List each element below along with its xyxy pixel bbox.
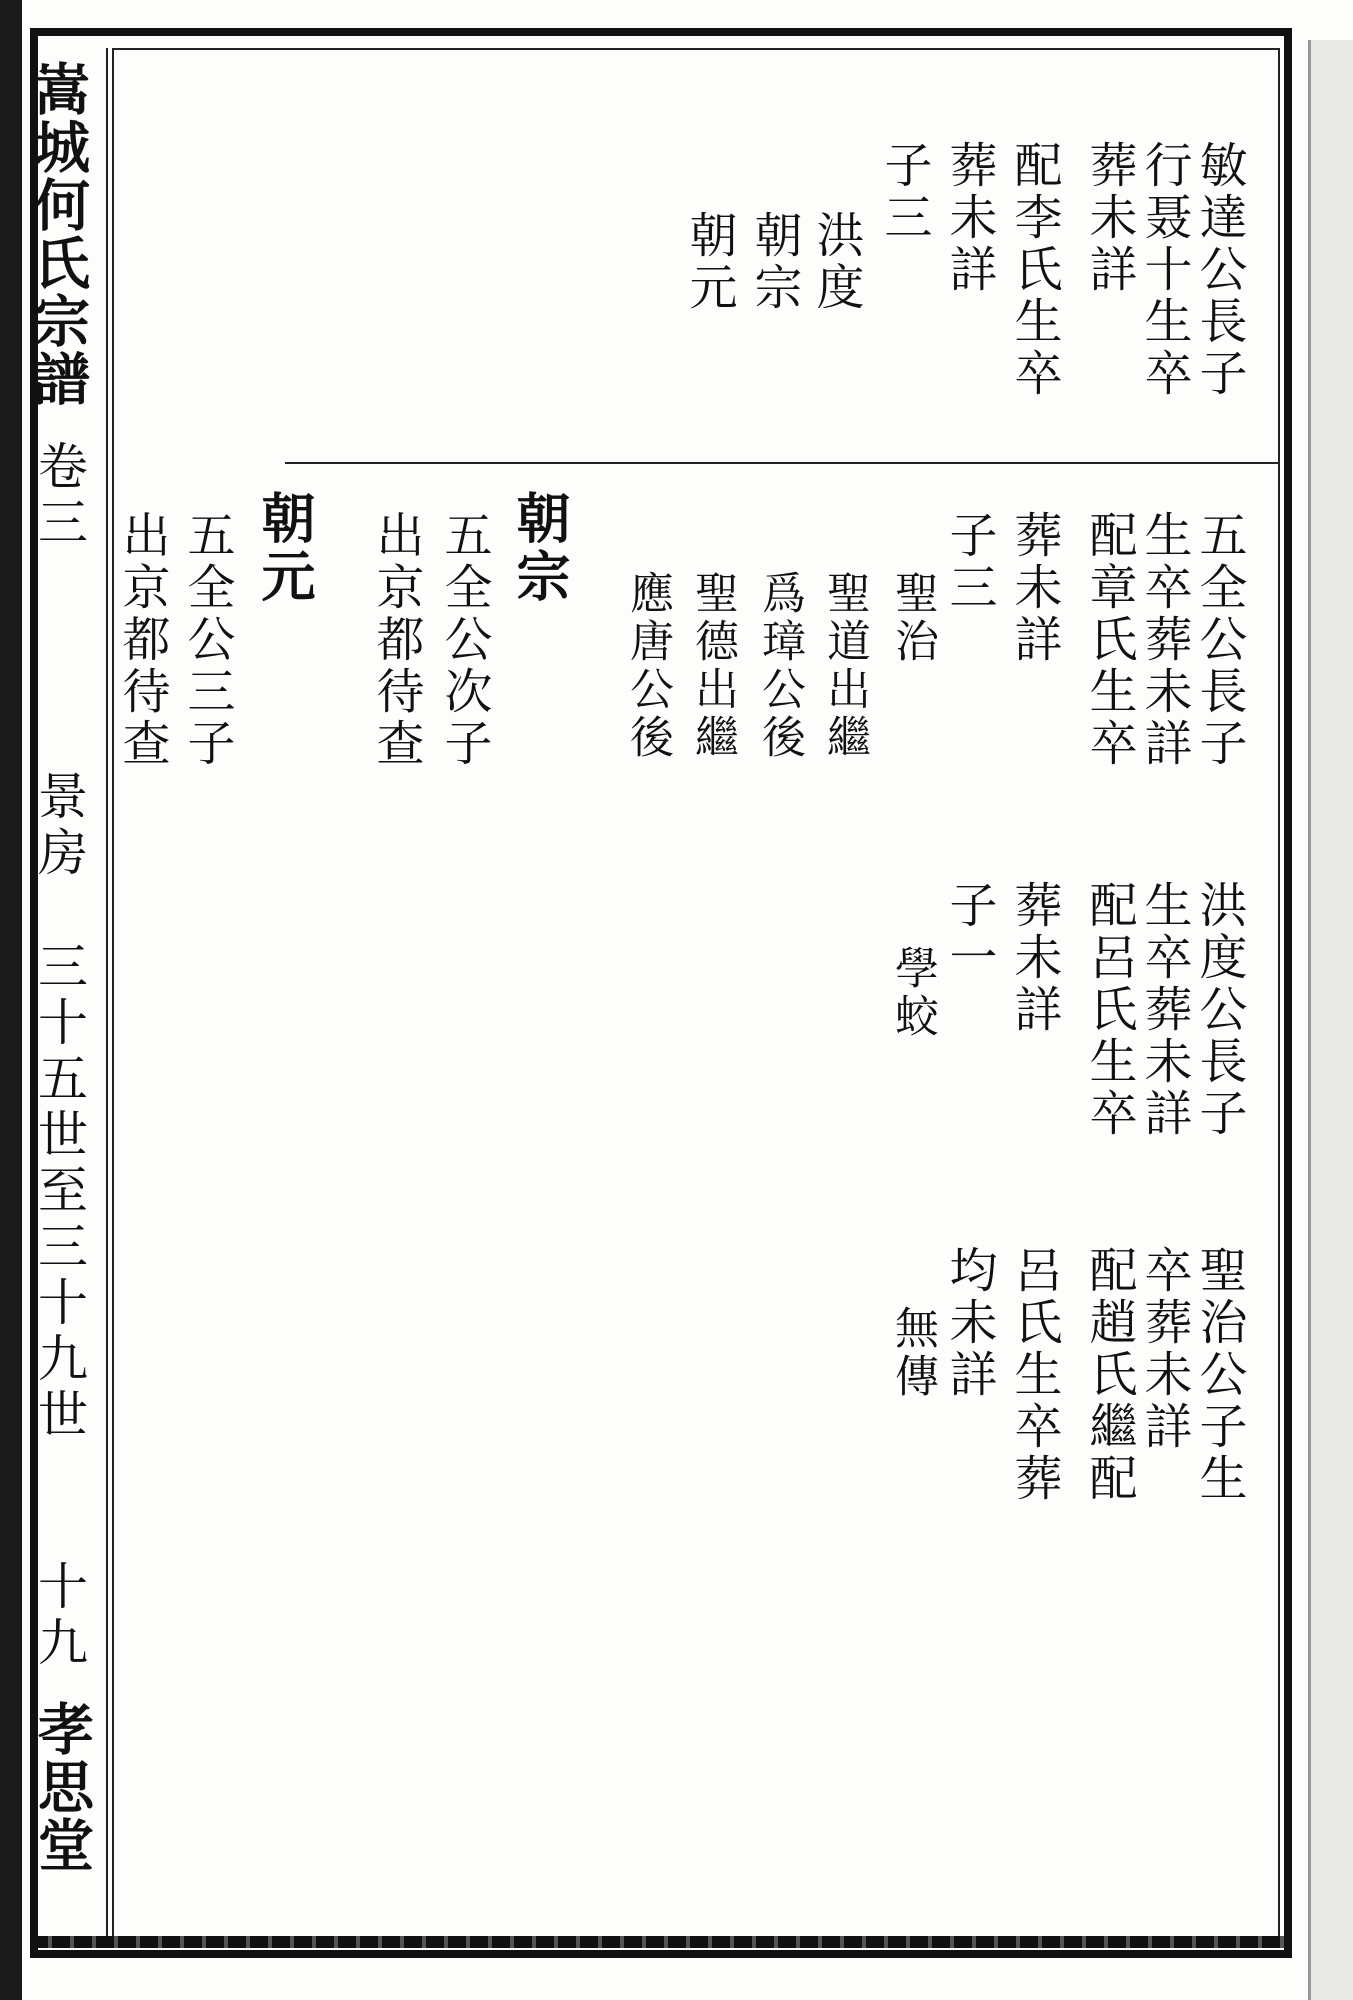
lower-entry-line: 生卒葬未詳 [1136, 510, 1192, 770]
lower-son-name: 學蛟 [887, 945, 938, 1041]
lower-entry-line: 卒葬未詳 [1136, 1245, 1192, 1453]
upper-son-name: 朝元 [681, 210, 737, 314]
lower-entry-line: 五全公三子 [179, 510, 235, 770]
lower-entry-line: 五全公長子 [1191, 510, 1247, 770]
lower-entry-line: 均未詳 [941, 1245, 997, 1401]
book-title: 嵩城何氏宗譜 [25, 60, 91, 408]
upper-son-name: 朝宗 [746, 210, 802, 314]
page-number: 十九 [30, 1560, 88, 1672]
lower-son-note: 聖德出繼 [687, 570, 738, 762]
page-edge-right [1308, 40, 1353, 2000]
person-heading-chaozong: 朝宗 [508, 490, 572, 606]
margin-divider [106, 48, 108, 1943]
lower-entry-line: 生卒葬未詳 [1136, 880, 1192, 1140]
lower-entry-line: 配趙氏繼配 [1081, 1245, 1137, 1505]
lower-entry-line: 洪度公長子 [1191, 880, 1247, 1140]
lower-entry-line: 五全公次子 [436, 510, 492, 770]
generation-range: 三十五世至三十九世 [30, 940, 88, 1444]
lower-note: 無傳 [887, 1305, 938, 1401]
lower-entry-line: 配呂氏生卒 [1081, 880, 1137, 1140]
bottom-border-ornament [38, 1936, 1288, 1948]
lower-entry-line: 呂氏生卒葬 [1006, 1245, 1062, 1505]
lower-entry-line: 葬未詳 [1006, 880, 1062, 1036]
hall-name: 孝思堂 [29, 1700, 95, 1874]
page-edge [0, 0, 22, 2000]
lower-entry-line: 出京都待查 [114, 510, 170, 770]
juan-label: 卷三 [30, 440, 88, 552]
lower-entry-line: 子三 [941, 510, 997, 614]
upper-entry-line: 配李氏生卒 [1006, 140, 1062, 400]
lower-son-note: 爲璋公後 [754, 570, 805, 762]
lower-son-note: 應唐公後 [622, 570, 673, 762]
lower-entry-line: 子一 [941, 880, 997, 984]
upper-entry-line: 葬未詳 [941, 140, 997, 296]
upper-entry-line: 葬未詳 [1081, 140, 1137, 296]
upper-son-name: 洪度 [808, 210, 864, 314]
lower-entry-line: 聖治公子生 [1191, 1245, 1247, 1505]
lower-entry-line: 出京都待查 [368, 510, 424, 770]
person-heading-chaoyuan: 朝元 [253, 490, 317, 606]
branch-label: 景房 [30, 770, 88, 882]
lower-entry-line: 葬未詳 [1006, 510, 1062, 666]
lower-son-note: 聖道出繼 [819, 570, 870, 762]
lower-entry-line: 配章氏生卒 [1081, 510, 1137, 770]
upper-entry-line: 行聂十生卒 [1136, 140, 1192, 400]
register-divider [285, 462, 1280, 464]
upper-entry-line: 子三 [876, 140, 932, 244]
lower-son-name: 聖治 [887, 570, 938, 666]
upper-entry-line: 敏達公長子 [1191, 140, 1247, 400]
